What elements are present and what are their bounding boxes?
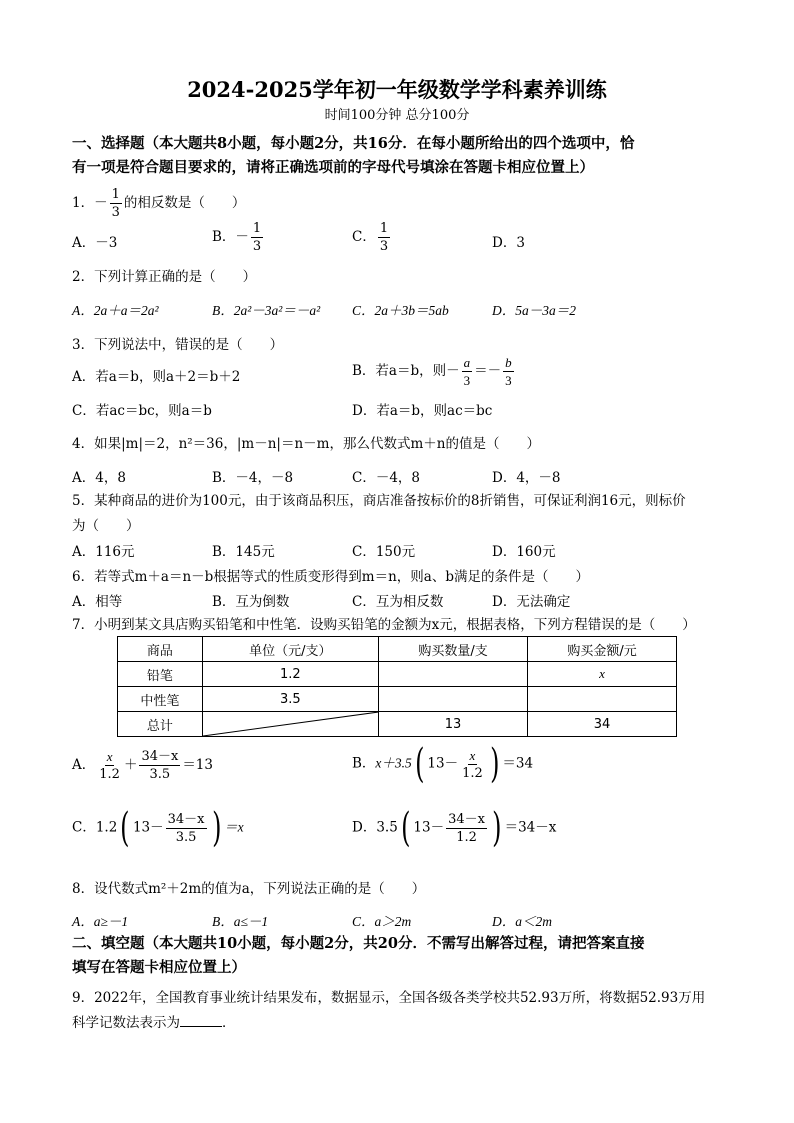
question-9-line1: 9．2022年，全国教育事业统计结果发布，数据显示，全国各级各类学校共52.93万所，将数据52.93万用 [72,990,706,1006]
q1-number: 1． [72,195,95,211]
q7-table [117,636,677,737]
q7-a-plus: ＋ [123,757,138,773]
q6-option-d: D．无法确定 [492,594,571,610]
q3-option-d: D．若a＝b，则ac＝bc [352,403,493,419]
table-cell [379,662,528,687]
q3-option-b: B．若a＝b，则－ $\frac{a}{3}$ ＝－ $\frac{b}{3}$ [352,355,512,388]
section1-heading-line2: 有一项是符合题目要求的，请将正确选项前的字母代号填涂在答题卡相应位置上） [72,159,594,176]
question-5-line2: 为（ ） [72,518,140,534]
q7-a-frac2-den: 3.5 [149,767,171,782]
table-cell [528,687,677,712]
q7-d-eq: ＝34－x [504,819,557,836]
q5-option-a: A．116元 [72,544,135,560]
q4-option-c: C．－4，8 [352,470,421,486]
q7-a-frac1 [97,748,122,783]
section1-heading-line1: 一、选择题（本大题共8小题，每小题2分，共16分．在每小题所给出的四个选项中，恰 [72,135,635,152]
q7-d-13: 13 [413,819,431,836]
table-cell [379,687,528,712]
question-3: 3．下列说法中，错误的是（ ） [72,337,284,353]
q4-option-d: D．4，－8 [492,470,561,486]
q7-c-frac-num: 34－x [167,811,205,827]
table-header-row [118,637,677,662]
q1-b-num: 1 [252,221,262,236]
answer-blank[interactable] [180,1014,222,1027]
q7-c-eq: ＝x [224,819,244,835]
q7-c-frac [166,811,207,846]
q1-b-fraction [251,220,263,255]
q2-option-b: B．2a²－3a²＝－a² [212,303,321,318]
q7-b-eq: ＝34 [502,755,534,772]
q7-d-frac-den: 1.2 [456,829,477,845]
q3-b-frac-b: $\frac{b}{3}$ [505,355,512,388]
table-diagonal-cell [202,712,378,737]
question-9-line2 [72,1011,236,1031]
q7-c-coef: 1.2 [95,819,118,836]
q1-c-num: 1 [379,221,389,236]
table-cell: 铅笔 [118,662,203,687]
q3-option-a: A．若a＝b，则a＋2＝b＋2 [72,369,241,385]
q1-option-b: B．－ $\frac{1}{3}$ [212,221,262,254]
q3-b-frac-a: $\frac{a}{3}$ [463,355,471,388]
q1-b-label: B． [212,229,236,245]
table-cell: 总计 [118,712,203,737]
q7-b-frac-den: 1.2 [462,765,483,781]
table-cell: 13 [379,712,528,737]
table-header-cell: 商品 [118,637,203,662]
q7-d-minus: － [430,819,445,836]
q1-fraction [110,186,122,221]
q1-option-d: D．3 [492,235,525,251]
q7-a-frac2-num: 34－x [141,749,179,764]
q1-option-c [352,220,392,255]
question-1: 1．－ $\frac{1}{3}$ 的相反数是（ ） [72,187,246,220]
q6-option-c: C．互为相反数 [352,594,444,610]
q7-a-label: A． [72,757,96,773]
q4-option-a: A．4，8 [72,470,126,486]
table-cell: 中性笔 [118,687,203,712]
q6-option-a: A．相等 [72,594,123,610]
table-row [118,687,677,712]
page-subtitle: 时间100分钟 总分100分 [324,108,470,123]
q1-c-label: C． [352,229,376,245]
q7-option-c: C．1.2( 13－ $\frac{34-x}{3.5}$ ) ＝x [72,805,244,851]
table-row [118,712,677,737]
q7-c-minus: － [150,819,164,836]
q7-a-frac1-den: 1.2 [99,767,120,782]
q7-c-frac-den: 3.5 [175,829,197,845]
q7-a-frac2 [139,748,180,783]
q7-option-b: B．x＋3.5( 13－ $\frac{x}{1.2}$ ) ＝34 [352,741,534,787]
q7-b-13: 13 [427,755,445,772]
question-2: 2．下列计算正确的是（ ） [72,269,257,285]
q1-c-fraction [378,220,390,255]
q1-frac-num: 1 [111,187,120,202]
q9-text: 科学记数法表示为 [72,1015,180,1031]
q7-c-label: C． [72,819,96,836]
question-4: 4．如果|m|＝2，n²＝36，|m－n|＝n－m，那么代数式m＋n的值是（ ） [72,436,540,452]
q7-d-frac-num: 34－x [448,811,485,827]
table-row [118,662,677,687]
q8-option-d: D．a＜2m [492,914,552,929]
q2-option-c: C．2a＋3b＝5ab [352,303,449,318]
q6-option-b: B．互为倒数 [212,594,290,610]
q7-option-d: D．3.5( 13－ $\frac{34-x}{1.2}$ ) ＝34－x [352,805,557,851]
diagonal-line [203,712,378,736]
section2-heading-line2: 填写在答题卡相应位置上） [72,959,246,976]
q7-c-13: 13 [132,819,151,836]
q3-b-prefix: B．若a＝b，则－ [352,363,460,379]
section2-heading-line1: 二、填空题（本大题共10小题，每小题2分，共20分．不需写出解答过程，请把答案直接 [72,935,645,952]
q7-d-frac [446,811,487,846]
q8-option-b: B．a≤－1 [212,914,269,929]
q3-option-c: C．若ac＝bc，则a＝b [72,403,212,419]
q1-b-den: 3 [252,239,262,254]
q7-b-coef: x＋3.5 [375,755,412,771]
q2-option-a: A．2a＋a＝2a² [72,303,159,318]
question-6: 6．若等式m＋a＝n－b根据等式的性质变形得到m＝n，则a、b满足的条件是（ ） [72,569,589,585]
q1-text: 的相反数是（ ） [123,195,246,211]
q1-option-a: A．－3 [72,235,118,251]
q5-option-b: B．145元 [212,544,275,560]
table-header-cell: 购买数量/支 [379,637,528,662]
q7-a-eq: ＝13 [182,757,213,773]
question-7: 7．小明到某文具店购买铅笔和中性笔．设购买铅笔的金额为x元，根据表格，下列方程错误的是（ ） [72,617,696,633]
q7-option-a [72,748,213,783]
question-8: 8．设代数式m²＋2m的值为a，下列说法正确的是（ ） [72,881,426,897]
q8-option-a: A．a≥－1 [72,914,129,929]
q7-d-coef: 3.5 [376,819,398,836]
q8-option-c: C．a＞2m [352,914,412,929]
q7-d-label: D． [352,819,377,836]
q7-a-frac1-num: x [106,749,113,764]
q2-option-d: D．5a－3a＝2 [492,303,576,318]
table-header-cell: 购买金额/元 [528,637,677,662]
q4-option-b: B．－4，－8 [212,470,294,486]
question-5-line1: 5．某种商品的进价为100元，由于该商品积压，商店准备按标价的8折销售，可保证利润16元，则标价 [72,493,686,509]
q7-b-frac [460,747,485,782]
table-header-cell: 单位（元/支） [202,637,378,662]
q7-b-label: B． [352,755,376,772]
table-cell: 34 [528,712,677,737]
q5-option-c: C．150元 [352,544,416,560]
q7-b-minus: － [444,755,459,772]
table-cell: 1.2 [202,662,378,687]
table-cell: 3.5 [202,687,378,712]
q1-c-den: 3 [379,239,389,254]
page-title: 2024-2025学年初一年级数学学科素养训练 [187,77,607,102]
q7-b-frac-num: x [469,747,476,763]
q1-frac-den: 3 [111,205,120,220]
table-cell: x [528,662,677,687]
q9-end: ． [222,1015,236,1031]
q5-option-d: D．160元 [492,544,556,560]
